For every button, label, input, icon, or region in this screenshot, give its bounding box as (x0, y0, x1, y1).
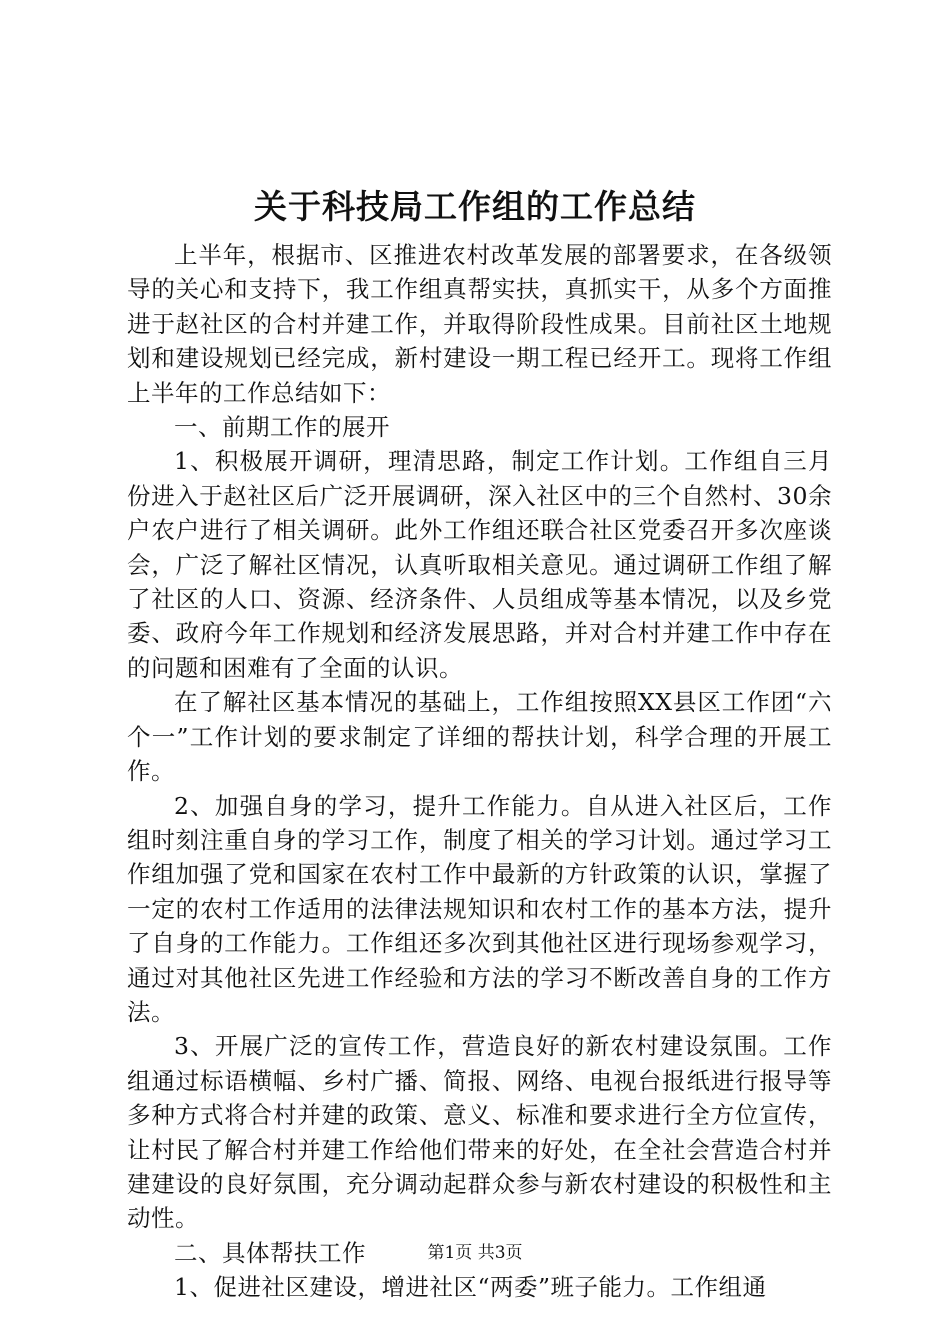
section-heading-2: 二、具体帮扶工作 (174, 1238, 366, 1267)
paragraph-publicity: 3、开展广泛的宣传工作，营造良好的新农村建设氛围。工作组通过标语横幅、乡村广播、简报、网络、电视台报纸进行报导等多种方式将合村并建的政策、意义、标准和要求进行全方位宣传，让村民了解合村并建工作给他们带来的好处，在全社会营造合村并建建设的良好氛围，充分调动起群众参与新农村建设的积极性和主动性。 (127, 1032, 832, 1233)
paragraph-community: 1、促进社区建设，增进社区“两委”班子能力。工作组通 (174, 1273, 767, 1302)
paragraph-research: 1、积极展开调研，理清思路，制定工作计划。工作组自三月份进入于赵社区后广泛开展调研，深入社区中的三个自然村、30余户农户进行了相关调研。此外工作组还联合社区党委召开多次座谈会，广泛了解社区情况，认真听取相关意见。通过调研工作组了解了社区的人口、资源、经济条件、人员组成等基本情况，以及乡党委、政府今年工作规划和经济发展思路，并对合村并建工作中存在的问题和困难有了全面的认识。 (127, 447, 832, 682)
paragraph-plan: 在了解社区基本情况的基础上，工作组按照XX县区工作团“六个一”工作计划的要求制定了详细的帮扶计划，科学合理的开展工作。 (127, 688, 832, 786)
section-heading-1: 一、前期工作的展开 (174, 413, 390, 442)
paragraph-intro: 上半年，根据市、区推进农村改革发展的部署要求，在各级领导的关心和支持下，我工作组真帮实扶，真抓实干，从多个方面推进于赵社区的合村并建工作，并取得阶段性成果。目前社区土地规划和建设规划已经完成，新村建设一期工程已经开工。现将工作组上半年的工作总结如下： (127, 241, 832, 407)
page-number-footer: 第1页 共3页 (427, 1243, 523, 1263)
paragraph-study: 2、加强自身的学习，提升工作能力。自从进入社区后，工作组时刻注重自身的学习工作，制度了相关的学习计划。通过学习工作组加强了党和国家在农村工作中最新的方针政策的认识，掌握了一定的农村工作适用的法律法规知识和农村工作的基本方法，提升了自身的工作能力。工作组还多次到其他社区进行现场参观学习，通过对其他社区先进工作经验和方法的学习不断改善自身的工作方法。 (127, 791, 832, 1026)
document-title: 关于科技局工作组的工作总结 (254, 187, 696, 226)
document-body (127, 238, 832, 1305)
